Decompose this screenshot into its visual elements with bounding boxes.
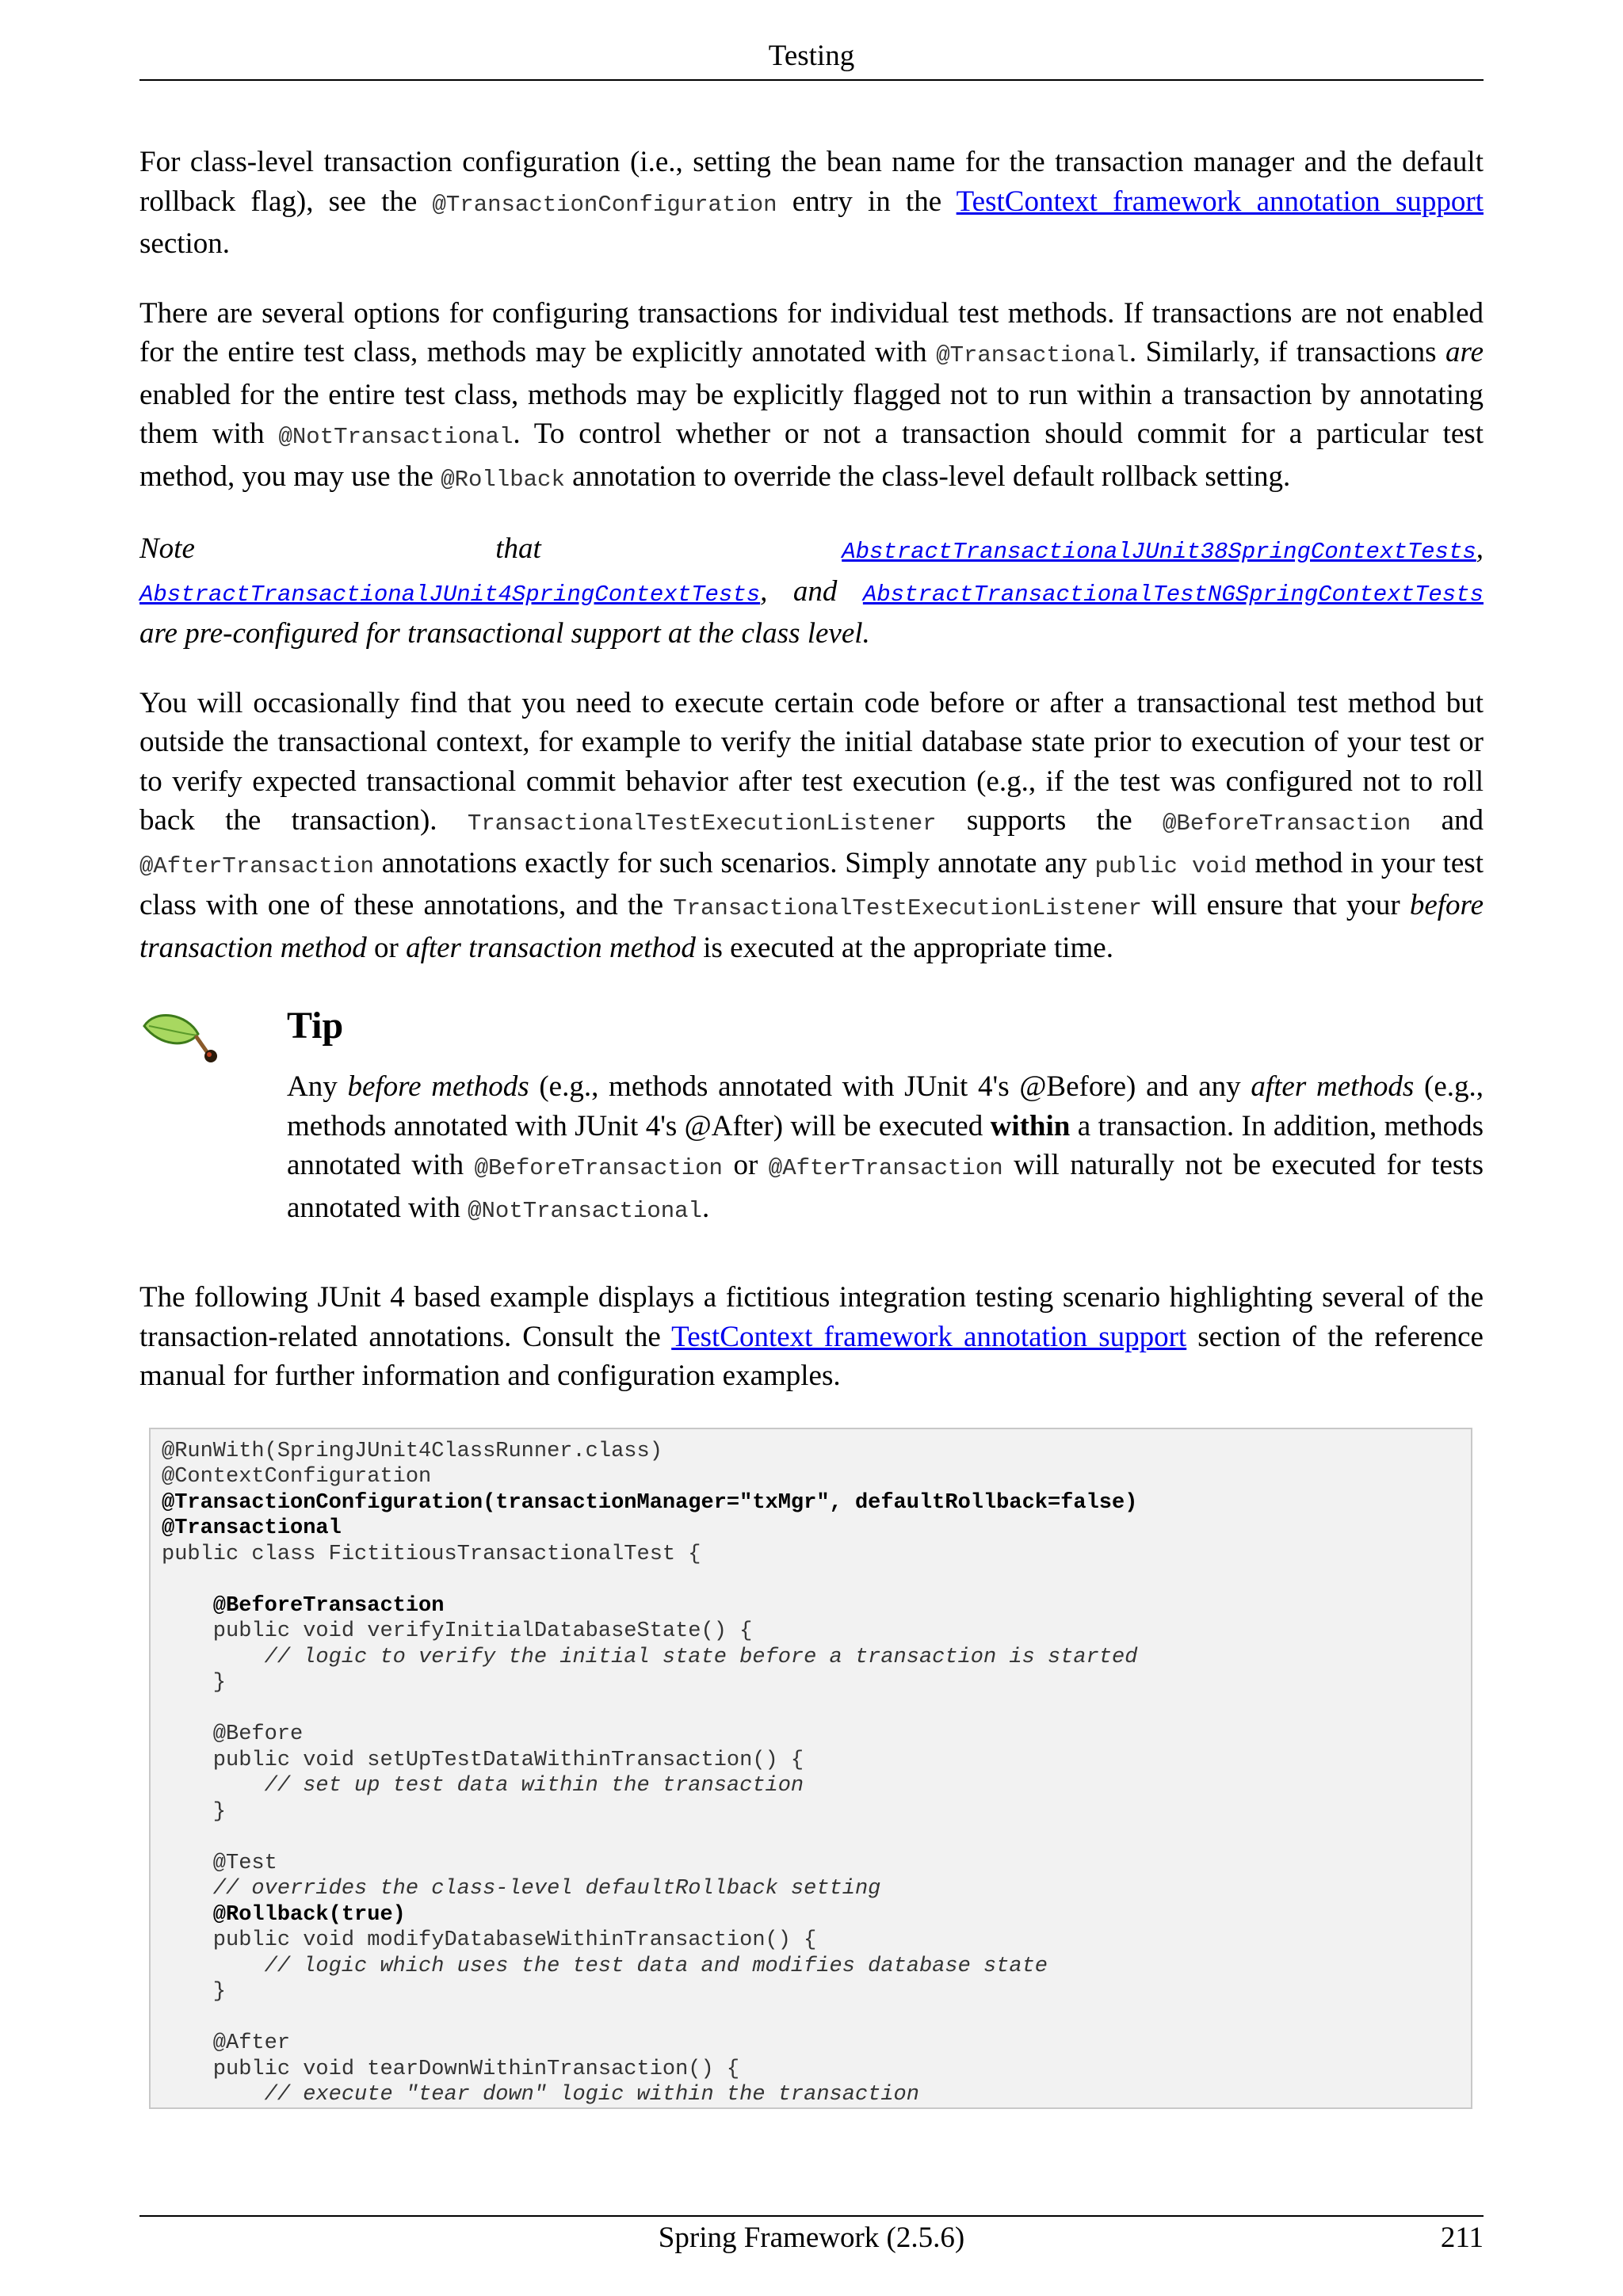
tip-text: Any before methods (e.g., methods annotated with JUnit 4's @Before) and any after methods (e.g., methods annotated with JUnit 4's @After) will be executed within a transaction. In addition, methods annotated with @BeforeTransaction or @AfterTransaction will naturally not be executed for tests annotated with @NotTransactional. — [287, 1070, 1484, 1224]
code-line: @RunWith(SpringJUnit4ClassRunner.class) — [162, 1439, 663, 1463]
code-inline: @NotTransactional — [278, 424, 514, 450]
code-inline: @Rollback — [441, 466, 565, 493]
main-content — [139, 143, 1484, 2109]
code-line: @After — [162, 2031, 291, 2055]
paragraph-note: Note that AbstractTransactionalJUnit38SpringContextTests, AbstractTransactionalJUnit4SpringContextTests, and AbstractTransactionalTestNGSpringContextTests are pre-configured for transactional support at the class level. — [139, 532, 1484, 650]
page-header — [139, 36, 1484, 81]
code-line: public void setUpTestDataWithinTransaction() { — [162, 1748, 804, 1772]
code-line: @Transactional — [162, 1516, 342, 1540]
tip-box — [139, 1002, 1484, 1230]
tip-title: Tip — [287, 1005, 344, 1047]
code-inline: TransactionalTestExecutionListener — [467, 810, 937, 837]
code-inline: @TransactionConfiguration — [432, 191, 777, 218]
code-line: public class FictitiousTransactionalTest { — [162, 1542, 701, 1566]
code-line: } — [162, 1980, 227, 2004]
code-inline: @Transactional — [936, 342, 1129, 368]
code-inline: @BeforeTransaction — [1163, 810, 1411, 837]
code-line: public void modifyDatabaseWithinTransaction() { — [162, 1928, 817, 1952]
page-footer — [139, 2215, 1484, 2254]
code-inline: @NotTransactional — [468, 1197, 702, 1224]
paragraph-class-level-config: For class-level transaction configuration (i.e., setting the bean name for the transaction manager and the default rollback flag), see the @TransactionConfiguration entry in the TestContext framework annotation support section. — [139, 146, 1484, 260]
code-line: } — [162, 1671, 227, 1695]
paragraph-example-intro: The following JUnit 4 based example displays a fictitious integration testing scenario highlighting several of the transaction-related annotations. Consult the TestContext framework annotation support section of the reference manual for further information and configuration examples. — [139, 1281, 1484, 1392]
code-line: // execute "tear down" logic within the transaction — [162, 2083, 919, 2107]
header-title: Testing — [768, 40, 855, 72]
code-inline: @AfterTransaction — [768, 1155, 1003, 1181]
code-inline: TransactionalTestExecutionListener — [673, 895, 1142, 921]
leaf-icon — [139, 1002, 222, 1078]
code-line — [162, 1825, 1458, 1851]
code-line: // overrides the class-level defaultRollback setting — [162, 1877, 881, 1901]
paragraph-before-after-transaction: You will occasionally find that you need to execute certain code before or after a transactional test method but outside the transactional context, for example to verify the initial database state prior to execution of your test or to verify expected transactional commit behavior after test execution (e.g., if the test was configured not to roll back the transaction). TransactionalTestExecutionListener supports the @BeforeTransaction and @AfterTransaction annotations exactly for such scenarios. Simply annotate any public void method in your test class with one of these annotations, and the TransactionalTestExecutionListener will ensure that your before transaction method or after transaction method is executed at the appropriate time. — [139, 686, 1484, 964]
page-number: 211 — [1440, 2222, 1484, 2254]
code-line: @Before — [162, 1722, 304, 1746]
code-line: @BeforeTransaction — [162, 1593, 445, 1618]
testcontext-annotation-support-link-2[interactable]: TestContext framework annotation support — [671, 1320, 1187, 1353]
code-line: } — [162, 1799, 227, 1824]
code-line — [162, 2005, 1458, 2031]
code-listing — [149, 1428, 1472, 2109]
code-line: @TransactionConfiguration(transactionManager="txMgr", defaultRollback=false) — [162, 1490, 1138, 1515]
code-line: @Test — [162, 1851, 277, 1875]
code-line: @Rollback(true) — [162, 1902, 406, 1927]
footer-title: Spring Framework (2.5.6) — [658, 2222, 965, 2254]
paragraph-method-options: There are several options for configuring transactions for individual test methods. If transactions are not enabled for the entire test class, methods may be explicitly annotated with @Transactional. Similarly, if transactions are enabled for the entire test class, methods may be explicitly flagged not to run within a transaction by annotating them with @NotTransactional. To control whether or not a transaction should commit for a particular test method, you may use the @Rollback annotation to override the class-level default rollback setting. — [139, 296, 1484, 493]
code-line: @ContextConfiguration — [162, 1465, 432, 1489]
code-line: // set up test data within the transaction — [162, 1774, 804, 1798]
junit38-context-tests-link[interactable]: AbstractTransactionalJUnit38SpringContextTests — [842, 539, 1476, 565]
code-line — [162, 1696, 1458, 1722]
code-line — [162, 1567, 1458, 1593]
code-line: public void verifyInitialDatabaseState() { — [162, 1619, 753, 1643]
code-inline: public void — [1094, 852, 1247, 879]
code-inline: @BeforeTransaction — [474, 1155, 723, 1181]
code-line: // logic to verify the initial state before a transaction is started — [162, 1645, 1138, 1669]
code-inline: @AfterTransaction — [139, 852, 374, 879]
junit4-context-tests-link[interactable]: AbstractTransactionalJUnit4SpringContextTests — [139, 581, 761, 608]
code-line: public void tearDownWithinTransaction() { — [162, 2057, 740, 2081]
testng-context-tests-link[interactable]: AbstractTransactionalTestNGSpringContextTests — [862, 581, 1484, 608]
code-line: // logic which uses the test data and modifies database state — [162, 1954, 1048, 1978]
testcontext-annotation-support-link[interactable]: TestContext framework annotation support — [956, 185, 1484, 218]
